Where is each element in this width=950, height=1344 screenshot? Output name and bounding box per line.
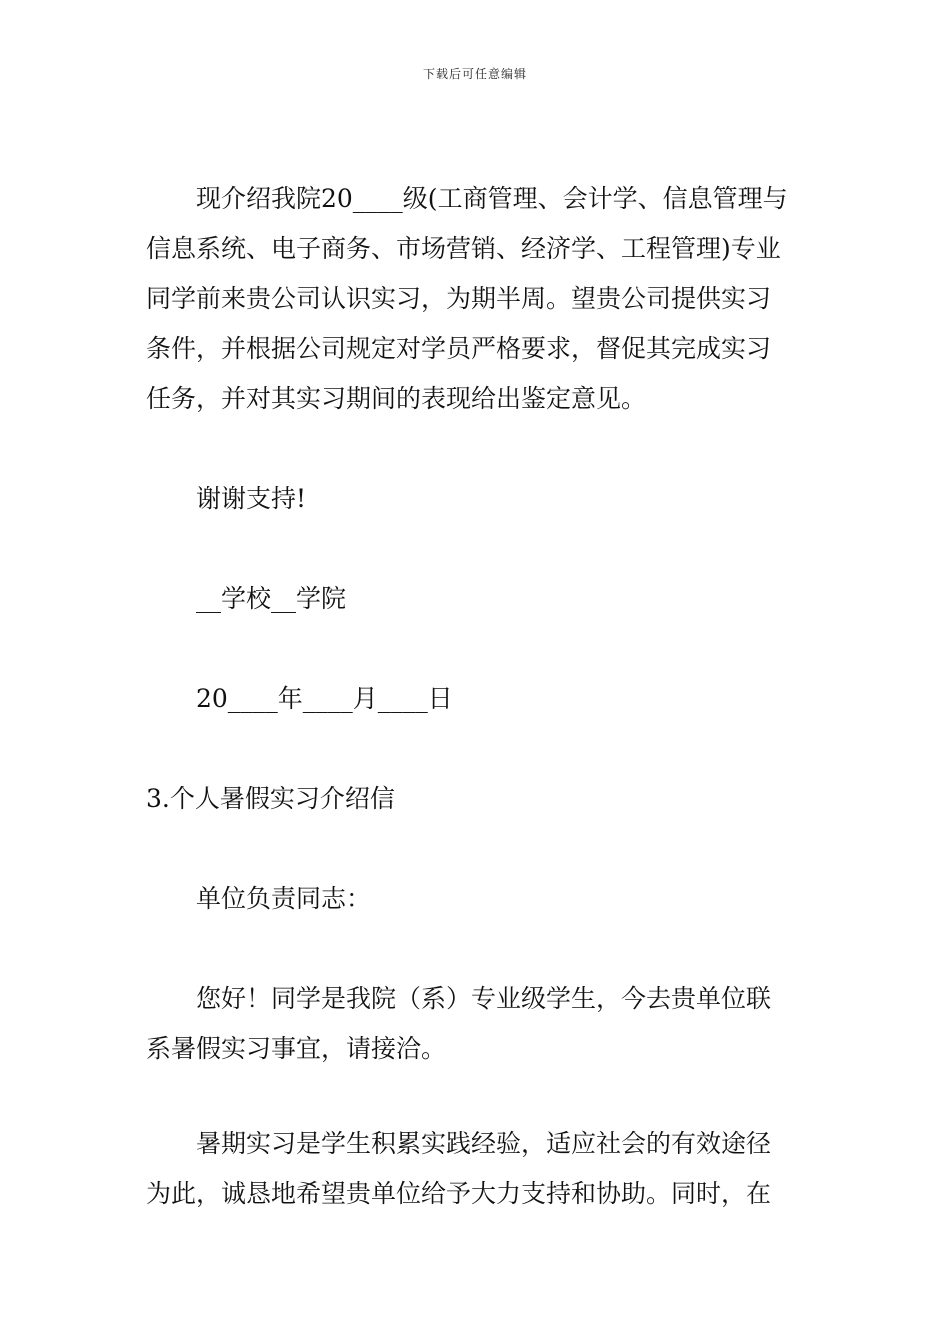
section-title: 3.个人暑假实习介绍信: [146, 784, 395, 813]
intro-paragraph: [146, 174, 808, 424]
intro-line: 同学前来贵公司认识实习，为期半周。望贵公司提供实习: [146, 284, 772, 313]
intro-line: 现介绍我院20____级(工商管理、会计学、信息管理与: [196, 184, 788, 213]
page-header-note: 下载后可任意编辑: [422, 67, 527, 81]
salutation-line: 单位负责同志：: [196, 884, 372, 913]
intro-line: 条件，并根据公司规定对学员严格要求，督促其完成实习: [146, 334, 772, 363]
intro-line: 任务，并对其实习期间的表现给出鉴定意见。: [146, 384, 647, 413]
greeting-paragraph: [146, 974, 808, 1074]
closing-paragraph: [146, 1119, 808, 1219]
closing-line: 为此，诚恳地希望贵单位给予大力支持和协助。同时，在: [146, 1179, 772, 1208]
signature-line: __学校__学院: [196, 584, 347, 613]
thanks-line: 谢谢支持!: [196, 484, 307, 513]
greeting-line: 您好！同学是我院（系）专业级学生，今去贵单位联: [196, 984, 772, 1013]
closing-line: 暑期实习是学生积累实践经验，适应社会的有效途径: [196, 1129, 772, 1158]
date-line: 20____年____月____日: [196, 684, 453, 713]
greeting-line: 系暑假实习事宜，请接洽。: [146, 1034, 447, 1063]
intro-line: 信息系统、电子商务、市场营销、经济学、工程管理)专业: [146, 234, 781, 263]
